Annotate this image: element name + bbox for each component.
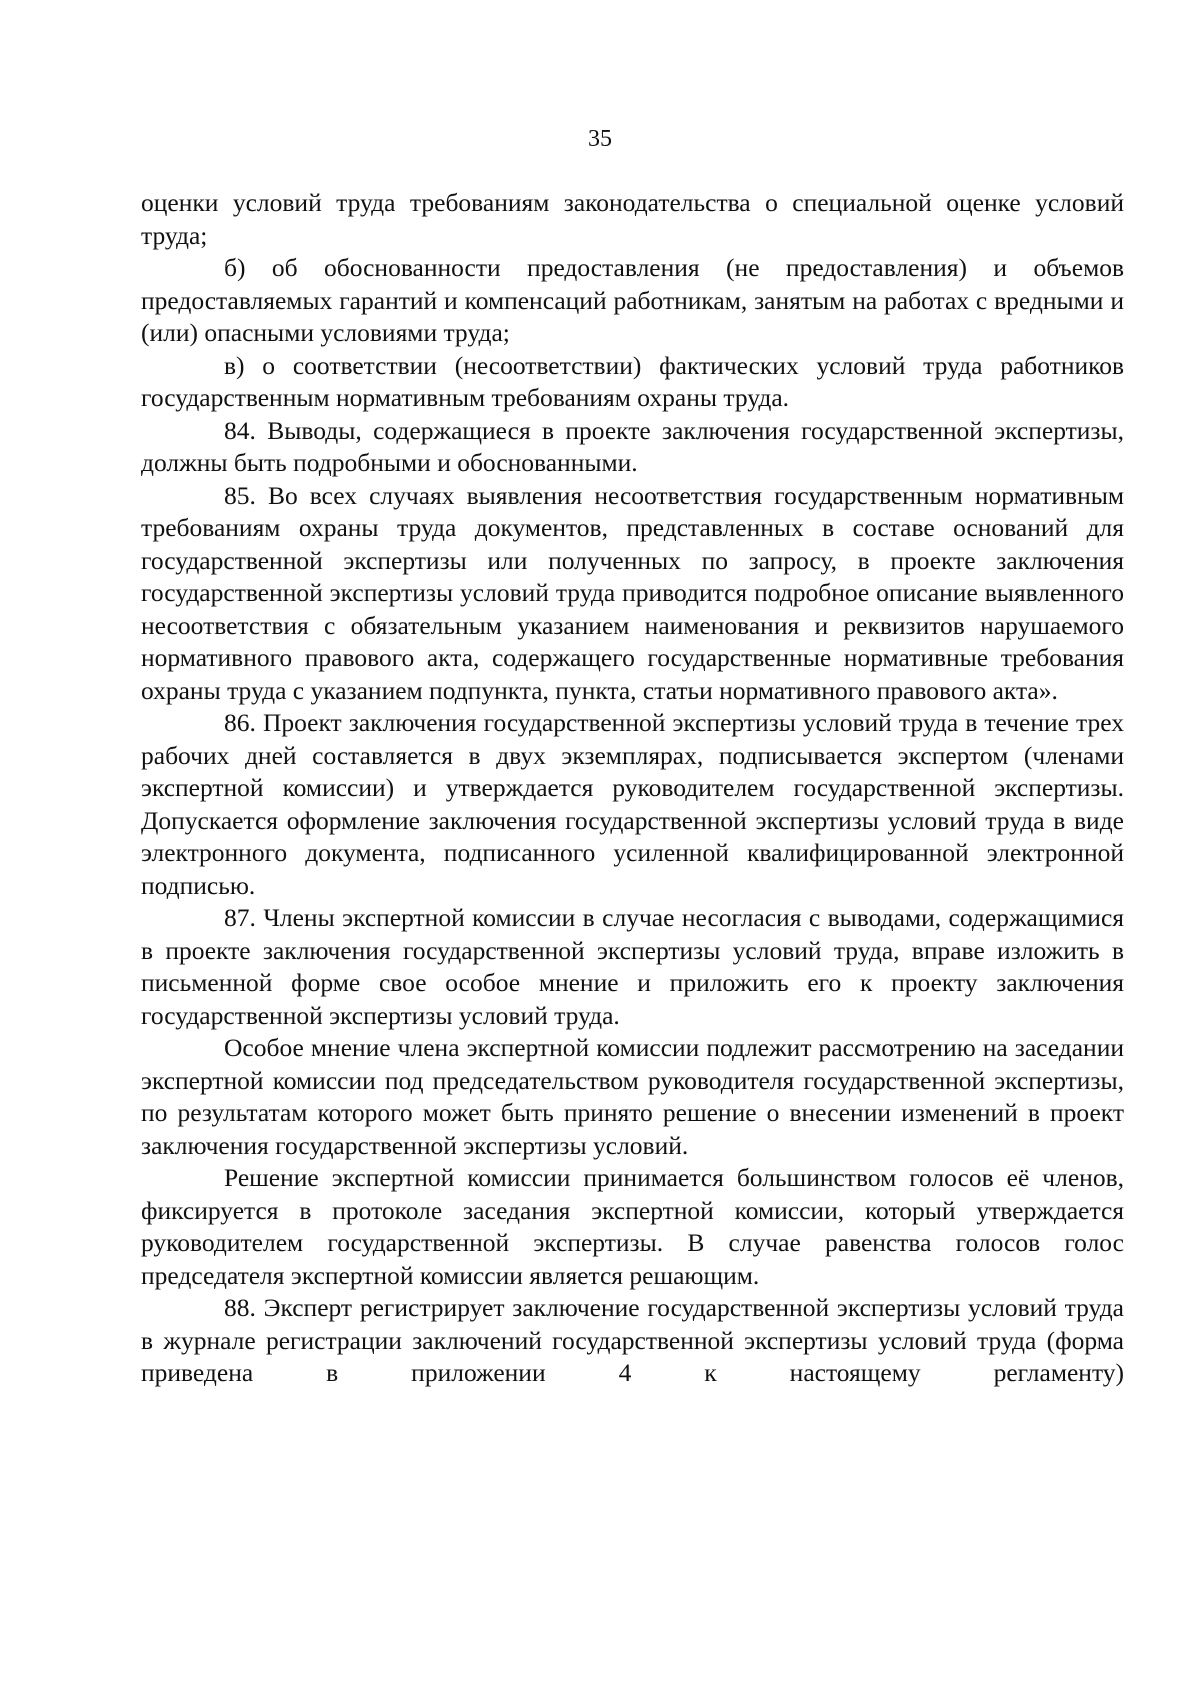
page-number: 35	[588, 126, 612, 152]
paragraph-87: 87. Члены экспертной комиссии в случае несогласия с выводами, содержащимися в проекте заключения государственной экспертизы условий труда, вправе изложить в письменной форме свое особое мнение и приложить его к проекту заключения государственной экспертизы условий труда.	[141, 903, 1124, 1030]
paragraph-continuation: оценки условий труда требованиям законодательства о специальной оценке условий труда;	[141, 188, 1124, 250]
paragraph-88: 88. Эксперт регистрирует заключение государственной экспертизы условий труда в журнале регистрации заключений государственной экспертизы условий труда (форма приведена в приложении 4 к настоящему регламенту)	[141, 1293, 1124, 1387]
paragraph-86: 86. Проект заключения государственной экспертизы условий труда в течение трех рабочих дней составляется в двух экземплярах, подписывается экспертом (членами экспертной комиссии) и утверждается руководителем государственной экспертизы. Допускается оформление заключения государственной экспертизы условий труда в виде электронного документа, подписанного усиленной квалифицированной электронной подписью.	[141, 708, 1124, 900]
paragraph-commission-decision: Решение экспертной комиссии принимается большинством голосов её членов, фиксируется в протоколе заседания экспертной комиссии, который утверждается руководителем государственной экспертизы. В случае равенства голосов голос председателя экспертной комиссии является решающим.	[141, 1163, 1124, 1290]
paragraph-special-opinion: Особое мнение члена экспертной комиссии подлежит рассмотрению на заседании экспертной комиссии под председательством руководителя государственной экспертизы, по результатам которого может быть принято решение о внесении изменений в проект заключения государственной экспертизы условий.	[141, 1033, 1124, 1160]
document-body	[141, 187, 1124, 1390]
paragraph-item-v: в) о соответствии (несоответствии) фактических условий труда работников государственным нормативным требованиям охраны труда.	[141, 350, 1124, 412]
paragraph-item-b: б) об обоснованности предоставления (не предоставления) и объемов предоставляемых гарантий и компенсаций работникам, занятым на работах с вредными и (или) опасными условиями труда;	[141, 253, 1124, 347]
paragraph-85: 85. Во всех случаях выявления несоответствия государственным нормативным требованиям охраны труда документов, представленных в составе оснований для государственной экспертизы или полученных по запросу, в проекте заключения государственной экспертизы условий труда приводится подробное описание выявленного несоответствия с обязательным указанием наименования и реквизитов нарушаемого нормативного правового акта, содержащего государственные нормативные требования охраны труда с указанием подпункта, пункта, статьи нормативного правового акта».	[141, 480, 1124, 705]
paragraph-84: 84. Выводы, содержащиеся в проекте заключения государственной экспертизы, должны быть подробными и обоснованными.	[141, 415, 1124, 477]
